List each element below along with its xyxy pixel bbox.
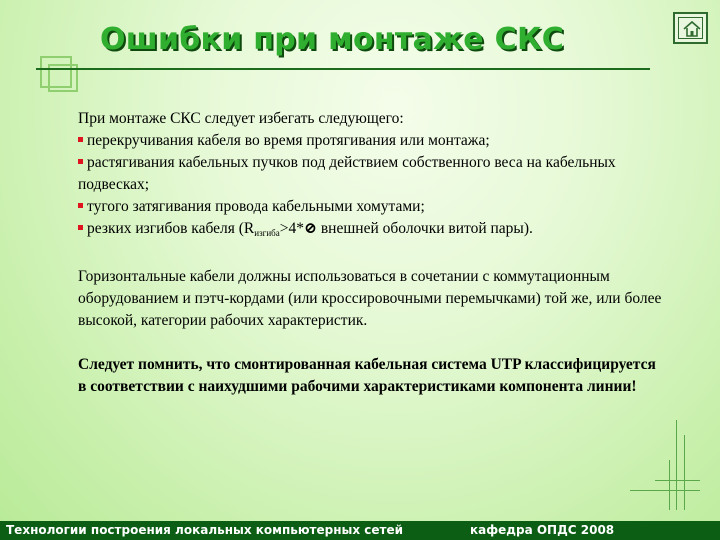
bullet-item: перекручивания кабеля во время протягивания или монтажа;: [78, 130, 668, 152]
bullet-item: растягивания кабельных пучков под действием собственного веса на кабельных подвесках;: [78, 154, 616, 193]
bullet-item: тугого затягивания провода кабельными хомутами;: [78, 196, 668, 218]
slide-title: Ошибки при монтаже СКС: [100, 22, 565, 57]
bullet-item: резких изгибов кабеля ($R_{изгиба}>4*⊘$ внешней оболочки витой пары).: [78, 218, 668, 244]
decor-line: [669, 460, 670, 510]
bullet-marker-icon: [78, 159, 83, 164]
intro-text: При монтаже СКС следует избегать следующего:: [78, 110, 404, 127]
slide-content: [78, 108, 668, 398]
decor-line: [630, 490, 700, 491]
bullet-marker-icon: [78, 137, 83, 142]
title-underline: [36, 68, 650, 70]
decor-line: [676, 420, 677, 510]
diameter-symbol: ⊘: [303, 220, 317, 237]
footer-bar: [0, 521, 720, 540]
bullet-marker-icon: [78, 225, 83, 230]
decor-line: [684, 435, 685, 510]
subscript-bend: изгиба: [254, 228, 280, 238]
decor-line: [655, 480, 700, 481]
important-note: Следует помнить, что смонтированная кабельная система UTP классифицируется в соответствии с наихудшими рабочими характеристиками компонента линии!: [78, 356, 656, 395]
home-icon: [681, 18, 703, 40]
home-button[interactable]: [673, 12, 708, 44]
footer-course: Технологии построения локальных компьютерных сетей: [6, 523, 404, 537]
bullet-marker-icon: [78, 203, 83, 208]
footer-department: кафедра ОПДС 2008: [470, 523, 615, 537]
body-paragraph: Горизонтальные кабели должны использоваться в сочетании с коммутационным оборудованием и пэтч-кордами (или кроссировочными перемычками) той же, или более высокой, категории рабочих характеристик.: [78, 268, 662, 329]
